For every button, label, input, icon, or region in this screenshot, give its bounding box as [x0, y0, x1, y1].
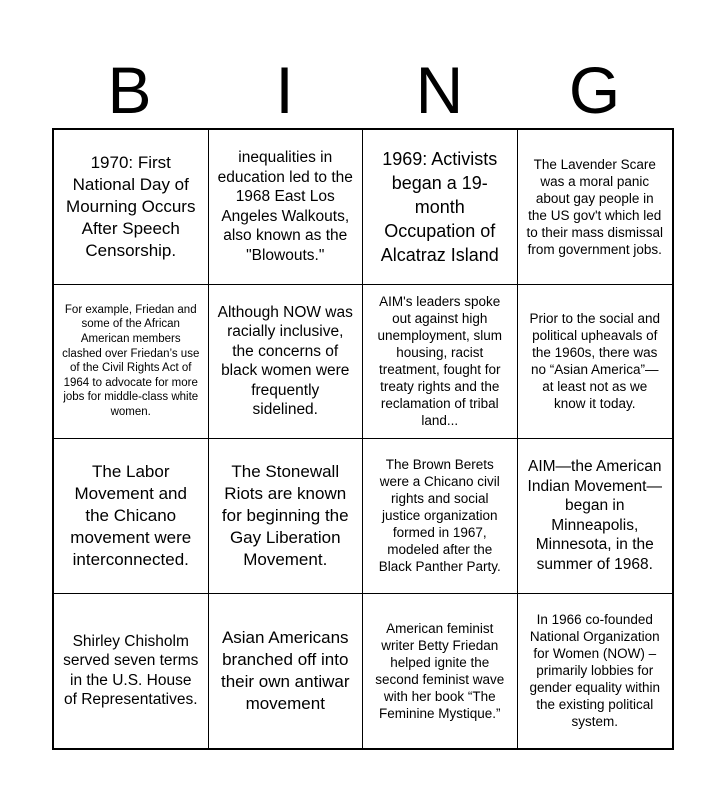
- cell-text: AIM—the American Indian Movement—began in Minneapolis, Minnesota, in the summer of 1968.: [527, 458, 662, 573]
- cell-text: American feminist writer Betty Friedan helped ignite the second feminist wave with her book “The Feminine Mystique.”: [375, 620, 505, 721]
- cell-text: 1969: Activists began a 19-month Occupation of Alcatraz Island: [380, 148, 499, 265]
- bingo-cell-r1c2[interactable]: [209, 130, 364, 285]
- bingo-cell-r4c3[interactable]: [363, 594, 518, 749]
- bingo-cell-r2c2[interactable]: [209, 285, 364, 440]
- bingo-cell-r3c3[interactable]: [363, 439, 518, 594]
- cell-text: The Brown Berets were a Chicano civil rights and social justice organization formed in 1967, modeled after the Black Panther Party.: [378, 457, 501, 575]
- cell-text: Prior to the social and political upheavals of the 1960s, there was no “Asian America”—at least not as we know it today.: [529, 311, 661, 412]
- title-letter-b: B: [107, 53, 152, 127]
- cell-text: Shirley Chisholm served seven terms in the U.S. House of Representatives.: [63, 632, 199, 709]
- bingo-title: [52, 52, 672, 128]
- bingo-cell-r4c4[interactable]: [518, 594, 673, 749]
- cell-text: AIM's leaders spoke out against high unemployment, slum housing, racist treatment, fought for treaty rights and the reclamation of tribal land...: [377, 294, 503, 429]
- title-letter-g: G: [568, 53, 621, 127]
- bingo-cell-r1c1[interactable]: [54, 130, 209, 285]
- bingo-cell-r2c4[interactable]: [518, 285, 673, 440]
- title-letter-n: N: [415, 53, 464, 127]
- title-letter-i: I: [275, 53, 294, 127]
- cell-text: Although NOW was racially inclusive, the concerns of black women were frequently sidelined.: [217, 303, 353, 419]
- bingo-card-grid: [52, 128, 674, 750]
- cell-text: The Labor Movement and the Chicano movement were interconnected.: [70, 461, 192, 569]
- bingo-cell-r2c1[interactable]: [54, 285, 209, 440]
- bingo-cell-r3c1[interactable]: [54, 439, 209, 594]
- cell-text: inequalities in education led to the 1968 East Los Angeles Walkouts, also known as the "Blowouts.": [217, 149, 353, 264]
- bingo-cell-r2c3[interactable]: [363, 285, 518, 440]
- cell-text: For example, Friedan and some of the African American members clashed over Friedan’s use of the Civil Rights Act of 1964 to advocate for more jobs for middle-class white women.: [62, 303, 200, 419]
- bingo-cell-r1c3[interactable]: [363, 130, 518, 285]
- cell-text: Asian Americans branched off into their own antiwar movement: [220, 627, 350, 713]
- cell-text: The Lavender Scare was a moral panic about gay people in the US gov't which led to their mass dismissal from government jobs.: [526, 156, 664, 257]
- bingo-cell-r4c1[interactable]: [54, 594, 209, 749]
- cell-text: The Stonewall Riots are known for beginning the Gay Liberation Movement.: [221, 461, 349, 569]
- cell-text: In 1966 co-founded National Organization for Women (NOW) – primarily lobbies for gender equality within the existing political system.: [529, 612, 661, 730]
- bingo-cell-r1c4[interactable]: [518, 130, 673, 285]
- bingo-cell-r3c4[interactable]: [518, 439, 673, 594]
- bingo-cell-r4c2[interactable]: [209, 594, 364, 749]
- cell-text: 1970: First National Day of Mourning Occurs After Speech Censorship.: [66, 152, 196, 260]
- bingo-cell-r3c2[interactable]: [209, 439, 364, 594]
